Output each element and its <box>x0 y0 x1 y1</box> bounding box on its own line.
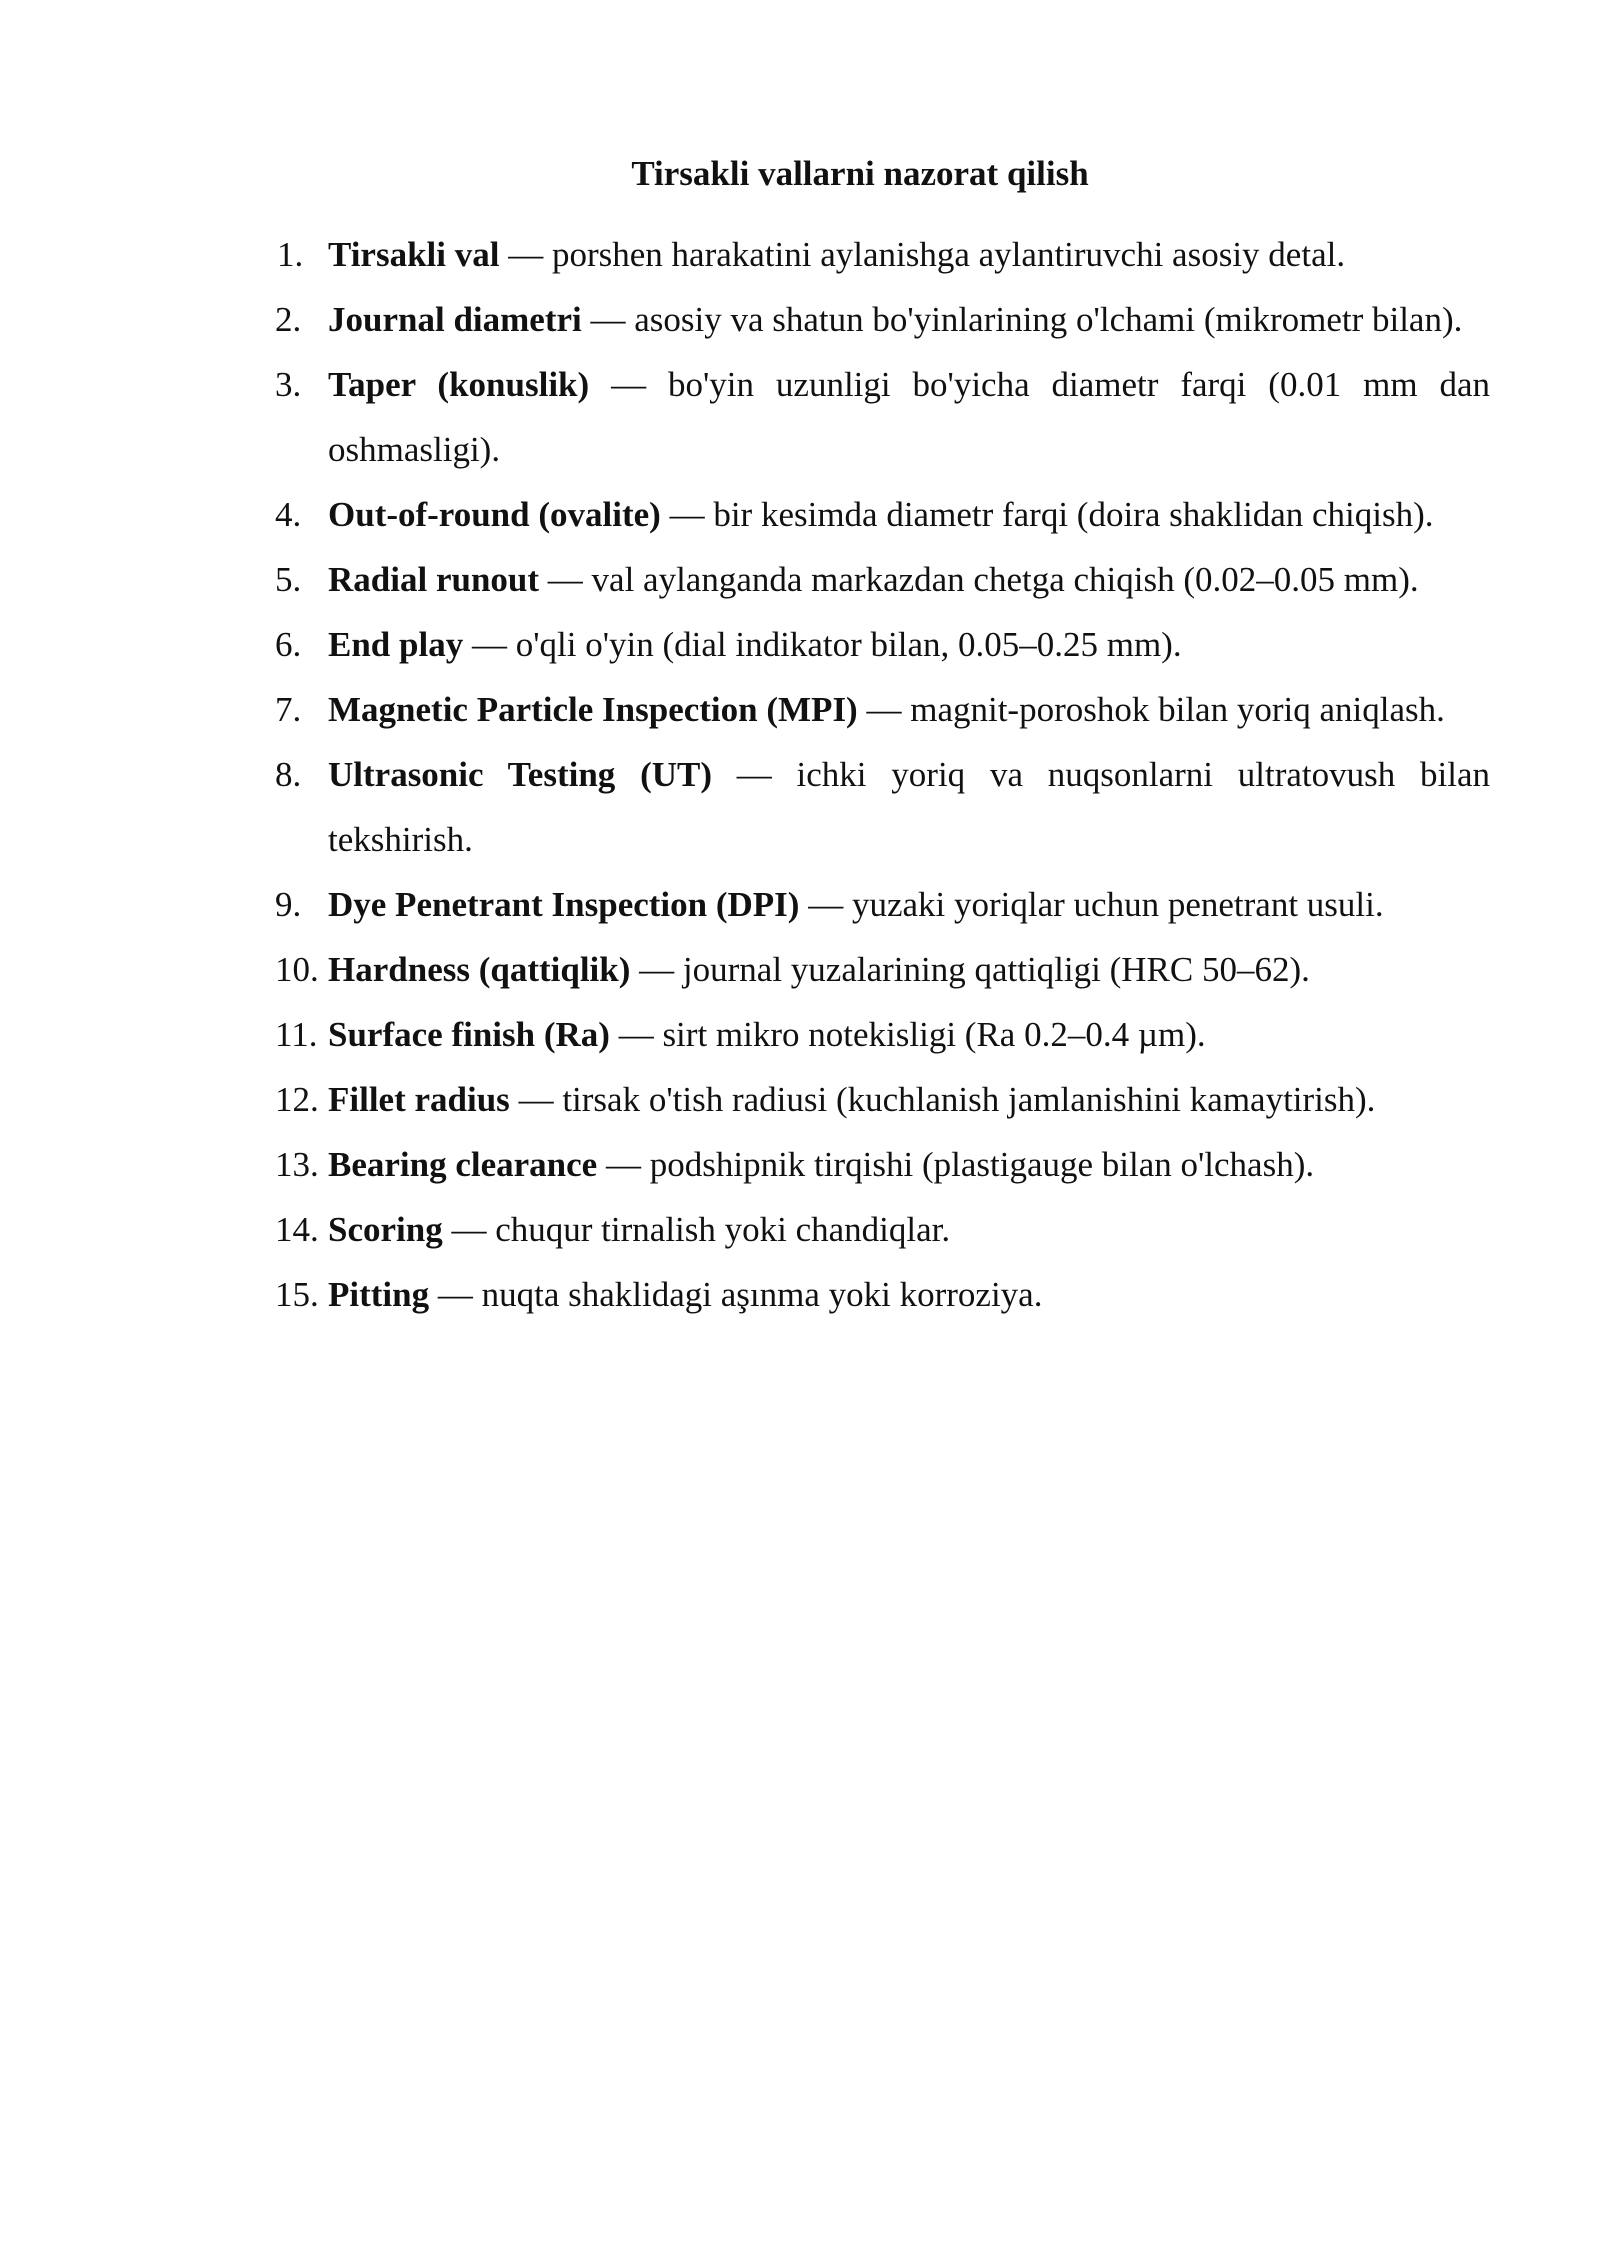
item-definition: — ichki yoriq va nuqsonlarni ultratovush bilan tekshirish. <box>328 755 1491 859</box>
item-number: 10. <box>275 950 319 989</box>
list-item <box>275 677 1490 742</box>
item-term: Dye Penetrant Inspection (DPI) <box>328 885 800 924</box>
item-definition: — bir kesimda diametr farqi (doira shaklidan chiqish). <box>660 495 1434 534</box>
item-term: Taper (konuslik) <box>328 365 590 404</box>
item-number: 14. <box>275 1210 319 1249</box>
item-term: Magnetic Particle Inspection (MPI) <box>328 690 858 729</box>
item-term: Tirsakli val <box>328 235 500 274</box>
item-term: Surface finish (Ra) <box>328 1015 610 1054</box>
list-item <box>275 287 1490 352</box>
item-number: 5. <box>275 560 302 599</box>
list-item <box>275 222 1490 287</box>
item-term: Pitting <box>328 1275 430 1314</box>
item-definition: — tirsak o'tish radiusi (kuchlanish jamlanishini kamaytirish). <box>509 1080 1376 1119</box>
list-item <box>275 872 1490 937</box>
item-term: Radial runout <box>328 560 540 599</box>
item-definition: — porshen harakatini aylanishga aylantiruvchi asosiy detal. <box>499 235 1346 274</box>
item-term: End play <box>328 625 464 664</box>
list-item <box>275 352 1490 482</box>
item-definition: — chuqur tirnalish yoki chandiqlar. <box>442 1210 951 1249</box>
list-item <box>275 742 1490 872</box>
item-definition: — o'qli o'yin (dial indikator bilan, 0.05–0.25 mm). <box>463 625 1182 664</box>
item-number: 9. <box>275 885 302 924</box>
item-definition: — podshipnik tirqishi (plastigauge bilan o'lchash). <box>597 1145 1315 1184</box>
item-number: 12. <box>275 1080 319 1119</box>
list-item <box>275 1067 1490 1132</box>
item-number: 13. <box>275 1145 319 1184</box>
item-definition: — bo'yin uzunligi bo'yicha diametr farqi (0.01 mm dan oshmasligi). <box>328 365 1490 469</box>
item-number: 2. <box>275 300 302 339</box>
item-number: 3. <box>275 365 302 404</box>
item-number: 6. <box>275 625 302 664</box>
item-term: Out-of-round (ovalite) <box>328 495 661 534</box>
list-item <box>275 1002 1490 1067</box>
definition-list <box>275 222 1490 1327</box>
item-definition: — magnit-poroshok bilan yoriq aniqlash. <box>857 690 1445 729</box>
list-item <box>275 1262 1490 1327</box>
item-term: Ultrasonic Testing (UT) <box>328 755 713 794</box>
item-number: 4. <box>275 495 302 534</box>
item-number: 15. <box>275 1275 319 1314</box>
item-term: Scoring <box>328 1210 443 1249</box>
item-term: Fillet radius <box>328 1080 510 1119</box>
list-item <box>275 1197 1490 1262</box>
item-definition: — sirt mikro notekisligi (Ra 0.2–0.4 µm). <box>609 1015 1206 1054</box>
item-term: Bearing clearance <box>328 1145 598 1184</box>
item-number: 8. <box>275 755 302 794</box>
item-definition: — journal yuzalarining qattiqligi (HRC 50–62). <box>630 950 1310 989</box>
item-term: Hardness (qattiqlik) <box>328 950 631 989</box>
list-item <box>275 1132 1490 1197</box>
item-definition: — yuzaki yoriqlar uchun penetrant usuli. <box>799 885 1384 924</box>
item-number: 1. <box>277 235 304 274</box>
item-term: Journal diametri <box>328 300 582 339</box>
item-definition: — val aylanganda markazdan chetga chiqish (0.02–0.05 mm). <box>539 560 1419 599</box>
item-number: 11. <box>275 1015 318 1054</box>
list-item <box>275 612 1490 677</box>
list-item <box>275 482 1490 547</box>
document-title: Tirsakli vallarni nazorat qilish <box>631 154 1089 193</box>
item-definition: — asosiy va shatun bo'yinlarining o'lchami (mikrometr bilan). <box>581 300 1463 339</box>
item-number: 7. <box>275 690 302 729</box>
list-item <box>275 547 1490 612</box>
item-definition: — nuqta shaklidagi aşınma yoki korroziya. <box>429 1275 1043 1314</box>
list-item <box>275 937 1490 1002</box>
